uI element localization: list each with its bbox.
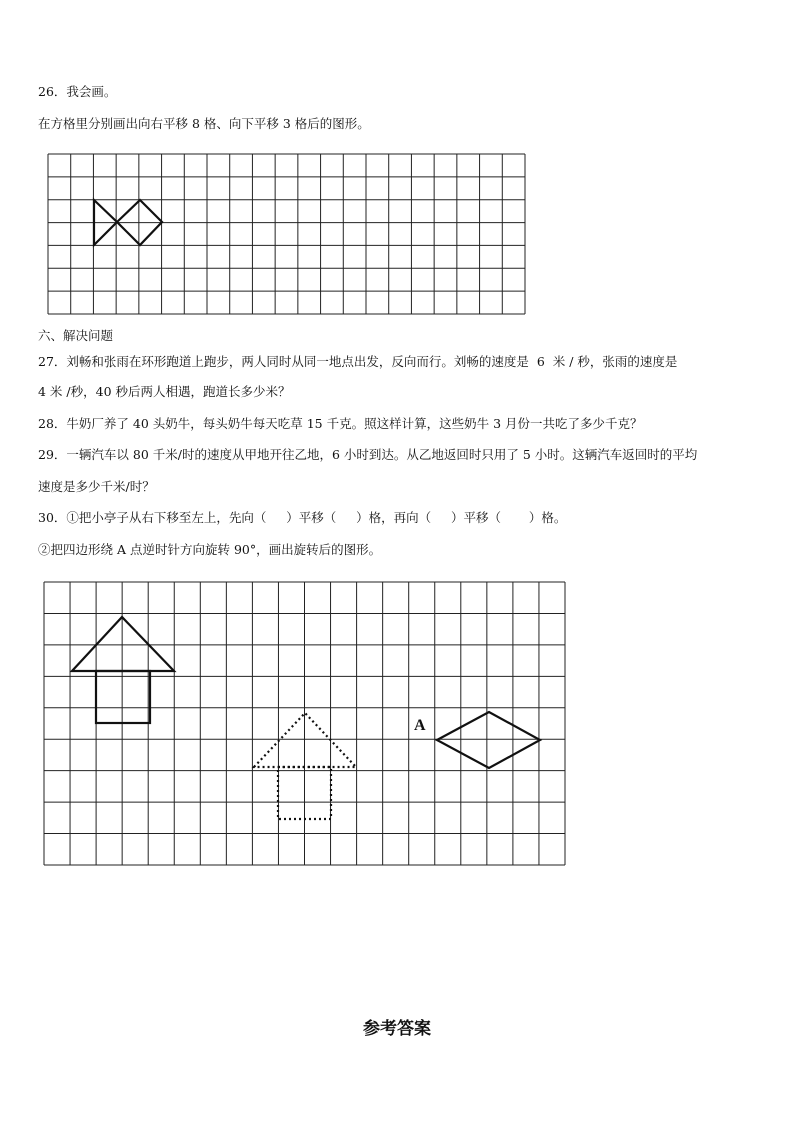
q29-text-line1: 一辆汽车以 80 千米/时的速度从甲地开往乙地，6 小时到达。从乙地返回时只用了 5 小时。这辆汽车返回时的平均: [66, 447, 698, 462]
q29-number: 29．: [38, 447, 67, 462]
pavilion-target: [72, 617, 174, 723]
q26-number: 26．: [38, 84, 67, 99]
q30-part2: ②把四边形绕 A 点逆时针方向旋转 90°，画出旋转后的图形。: [38, 542, 382, 557]
q26-title: 我会画。: [66, 84, 117, 99]
quadrilateral-rhombus: [437, 712, 540, 768]
q29-text-line2: 速度是多少千米/时？: [38, 479, 155, 494]
section-title: 六、解决问题: [38, 328, 114, 343]
q30-part1: ①把小亭子从右下移至左上，先向（ ）平移（ ）格，再向（ ）平移（ ）格。: [66, 510, 567, 525]
q28-number: 28．: [38, 416, 67, 431]
pavilion-target-body: [96, 671, 150, 723]
pavilion-target-roof: [72, 617, 174, 671]
q30-number: 30．: [38, 510, 67, 525]
q27-text-line1: 刘畅和张雨在环形跑道上跑步，两人同时从同一地点出发，反向而行。刘畅的速度是 6 米 / 秒，张雨的速度是: [66, 354, 678, 369]
point-a-label: A: [414, 717, 426, 734]
q27-text-line2: 4 米 /秒，40 秒后两人相遇，跑道长多少米？: [38, 384, 291, 399]
q27-number: 27．: [38, 354, 67, 369]
answer-title: 参考答案: [363, 1019, 431, 1039]
q26-instruction: 在方格里分别画出向右平移 8 格、向下平移 3 格后的图形。: [38, 116, 370, 131]
q28-text: 牛奶厂养了 40 头奶牛，每头奶牛每天吃草 15 千克。照这样计算，这些奶牛 3 月份一共吃了多少千克？: [66, 416, 643, 431]
